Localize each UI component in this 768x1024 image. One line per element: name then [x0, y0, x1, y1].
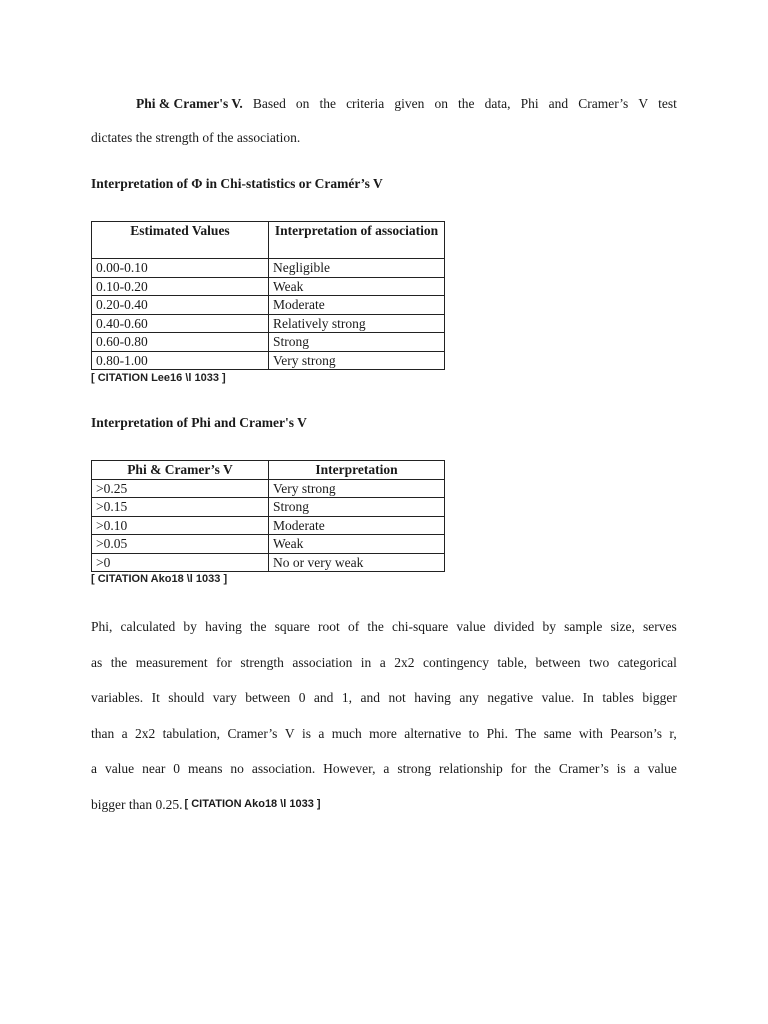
- table-cell: Strong: [269, 333, 445, 352]
- closing-word: divided: [493, 619, 535, 634]
- closing-word: more: [369, 726, 397, 741]
- table-cell: >0.15: [92, 498, 269, 517]
- closing-word: strength: [240, 655, 284, 670]
- closing-line: [91, 645, 677, 680]
- closing-word: no: [230, 761, 244, 776]
- table-cell: Moderate: [269, 296, 445, 315]
- closing-word: the: [110, 655, 128, 670]
- closing-word: variables.: [91, 690, 144, 705]
- intro-word: Cramer’s: [578, 96, 629, 111]
- closing-word: the: [367, 619, 384, 634]
- closing-word: r,: [669, 726, 677, 741]
- table-cell: 0.40-0.60: [92, 314, 269, 333]
- closing-word: having: [414, 690, 451, 705]
- table-cell: >0: [92, 553, 269, 572]
- table-cell: 0.10-0.20: [92, 277, 269, 296]
- closing-word: alternative: [404, 726, 462, 741]
- closing-word: vary: [212, 690, 237, 705]
- intro-word: on: [295, 96, 310, 111]
- closing-word: than: [91, 726, 115, 741]
- closing-word: not: [388, 690, 406, 705]
- closing-word: association: [292, 655, 353, 670]
- closing-word: measurement: [135, 655, 208, 670]
- table-row: [92, 351, 445, 370]
- closing-word: by: [183, 619, 197, 634]
- table1-header-row: [92, 222, 445, 259]
- closing-word: a: [379, 655, 386, 670]
- table-cell: 0.60-0.80: [92, 333, 269, 352]
- table-row: [92, 277, 445, 296]
- closing-word: with: [578, 726, 603, 741]
- closing-word: between: [245, 690, 291, 705]
- intro-line-2-text: dictates the strength of the association.: [91, 130, 301, 145]
- closing-word: 2x2: [394, 655, 415, 670]
- table1-header-col2: Interpretation of association: [269, 222, 445, 259]
- table-cell: >0.05: [92, 535, 269, 554]
- closing-word: and: [360, 690, 380, 705]
- closing-word: association.: [251, 761, 316, 776]
- closing-word: root: [318, 619, 340, 634]
- intro-word: Phi: [520, 96, 539, 111]
- closing-word: negative: [487, 690, 534, 705]
- closing-word: any: [459, 690, 479, 705]
- table-cell: Very strong: [269, 351, 445, 370]
- table-row: [92, 314, 445, 333]
- closing-line: [91, 609, 677, 644]
- closing-word: 1,: [341, 690, 353, 705]
- closing-word: calculated: [120, 619, 176, 634]
- table-cell: Very strong: [269, 479, 445, 498]
- closing-word: 2x2: [135, 726, 156, 741]
- table-row: [92, 479, 445, 498]
- intro-word: the: [458, 96, 475, 111]
- table-cell: No or very weak: [269, 553, 445, 572]
- closing-word: a: [121, 726, 128, 741]
- closing-word: for: [216, 655, 232, 670]
- closing-word: relationship: [439, 761, 503, 776]
- closing-word: a: [383, 761, 390, 776]
- closing-word: Phi.: [486, 726, 508, 741]
- closing-word: between: [535, 655, 581, 670]
- closing-word: same: [543, 726, 572, 741]
- intro-word: the: [319, 96, 336, 111]
- closing-word: value: [104, 761, 135, 776]
- table-row: [92, 296, 445, 315]
- intro-word: test: [658, 96, 677, 111]
- closing-word: by: [542, 619, 556, 634]
- closing-word: tables: [602, 690, 634, 705]
- intro-word: criteria: [346, 96, 385, 111]
- closing-word: the: [534, 761, 551, 776]
- closing-word: Pearson’s: [610, 726, 663, 741]
- table-row: [92, 516, 445, 535]
- closing-word: is: [616, 761, 626, 776]
- table2-header-row: [92, 461, 445, 480]
- closing-word: It: [151, 690, 160, 705]
- table1-header-col1: Estimated Values: [92, 222, 269, 259]
- closing-word: of: [347, 619, 360, 634]
- closing-word: value: [456, 619, 486, 634]
- intro-line-1: [136, 86, 677, 121]
- table-cell: 0.00-0.10: [92, 259, 269, 278]
- closing-word: two: [588, 655, 610, 670]
- closing-line: [91, 680, 677, 715]
- closing-word: 0: [298, 690, 306, 705]
- closing-word: as: [91, 655, 103, 670]
- closing-word: for: [510, 761, 527, 776]
- table1-citation: [ CITATION Lee16 \l 1033 ]: [91, 372, 226, 384]
- interpretation-table-1: [91, 221, 445, 370]
- table2-heading: Interpretation of Phi and Cramer's V: [91, 415, 307, 430]
- closing-word: value: [647, 761, 677, 776]
- table-cell: Relatively strong: [269, 314, 445, 333]
- closing-word: bigger: [642, 690, 677, 705]
- closing-word: serves: [643, 619, 677, 634]
- closing-word: contingency: [422, 655, 489, 670]
- closing-line-text: bigger than 0.25.: [91, 797, 183, 812]
- closing-word: 0: [173, 761, 181, 776]
- closing-word: Phi,: [91, 619, 113, 634]
- closing-word: categorical: [617, 655, 677, 670]
- table-cell: Weak: [269, 535, 445, 554]
- closing-word: In: [582, 690, 594, 705]
- closing-word: size,: [610, 619, 635, 634]
- closing-line: [91, 751, 677, 786]
- closing-word: having: [205, 619, 242, 634]
- table-cell: Weak: [269, 277, 445, 296]
- closing-word: Cramer’s: [227, 726, 278, 741]
- table-cell: 0.20-0.40: [92, 296, 269, 315]
- closing-line: [91, 716, 677, 751]
- intro-word: on: [434, 96, 448, 111]
- table-row: [92, 259, 445, 278]
- closing-word: The: [515, 726, 537, 741]
- closing-word: Cramer’s: [558, 761, 609, 776]
- closing-word: in: [360, 655, 372, 670]
- closing-word: chi-square: [392, 619, 449, 634]
- table-row: [92, 498, 445, 517]
- intro-bold-lead: Phi & Cramer's V.: [136, 96, 243, 111]
- closing-word: value.: [541, 690, 575, 705]
- closing-word: means: [187, 761, 223, 776]
- closing-citation: [ CITATION Ako18 \l 1033 ]: [184, 798, 321, 810]
- closing-word: a: [91, 761, 97, 776]
- closing-word: a: [633, 761, 640, 776]
- closing-word: tabulation,: [162, 726, 221, 741]
- intro-word: Based: [252, 96, 286, 111]
- closing-word: much: [331, 726, 362, 741]
- intro-line-2: [91, 120, 677, 155]
- intro-word: and: [548, 96, 569, 111]
- intro-word: data,: [484, 96, 511, 111]
- table-row: [92, 553, 445, 572]
- closing-word: to: [468, 726, 480, 741]
- table-cell: 0.80-1.00: [92, 351, 269, 370]
- closing-word: However,: [323, 761, 376, 776]
- table-cell: Moderate: [269, 516, 445, 535]
- closing-word: table,: [497, 655, 528, 670]
- closing-word: square: [274, 619, 310, 634]
- intro-word: given: [394, 96, 425, 111]
- table1-heading: Interpretation of Φ in Chi-statistics or Cramér’s V: [91, 176, 383, 191]
- closing-word: and: [313, 690, 334, 705]
- table2-header-col1: Phi & Cramer’s V: [92, 461, 269, 480]
- interpretation-table-2: [91, 460, 445, 572]
- closing-word: strong: [397, 761, 432, 776]
- table-row: [92, 333, 445, 352]
- closing-word: near: [142, 761, 166, 776]
- closing-word: sample: [564, 619, 603, 634]
- closing-word: a: [318, 726, 325, 741]
- table-cell: >0.25: [92, 479, 269, 498]
- closing-word: is: [301, 726, 311, 741]
- closing-word: V: [284, 726, 295, 741]
- table-cell: >0.10: [92, 516, 269, 535]
- table-cell: Strong: [269, 498, 445, 517]
- table2-header-col2: Interpretation: [269, 461, 445, 480]
- table-cell: Negligible: [269, 259, 445, 278]
- closing-word: the: [249, 619, 267, 634]
- table-row: [92, 535, 445, 554]
- intro-word: V: [638, 96, 649, 111]
- table2-citation: [ CITATION Ako18 \l 1033 ]: [91, 573, 228, 585]
- closing-line: [91, 787, 677, 822]
- closing-word: should: [168, 690, 205, 705]
